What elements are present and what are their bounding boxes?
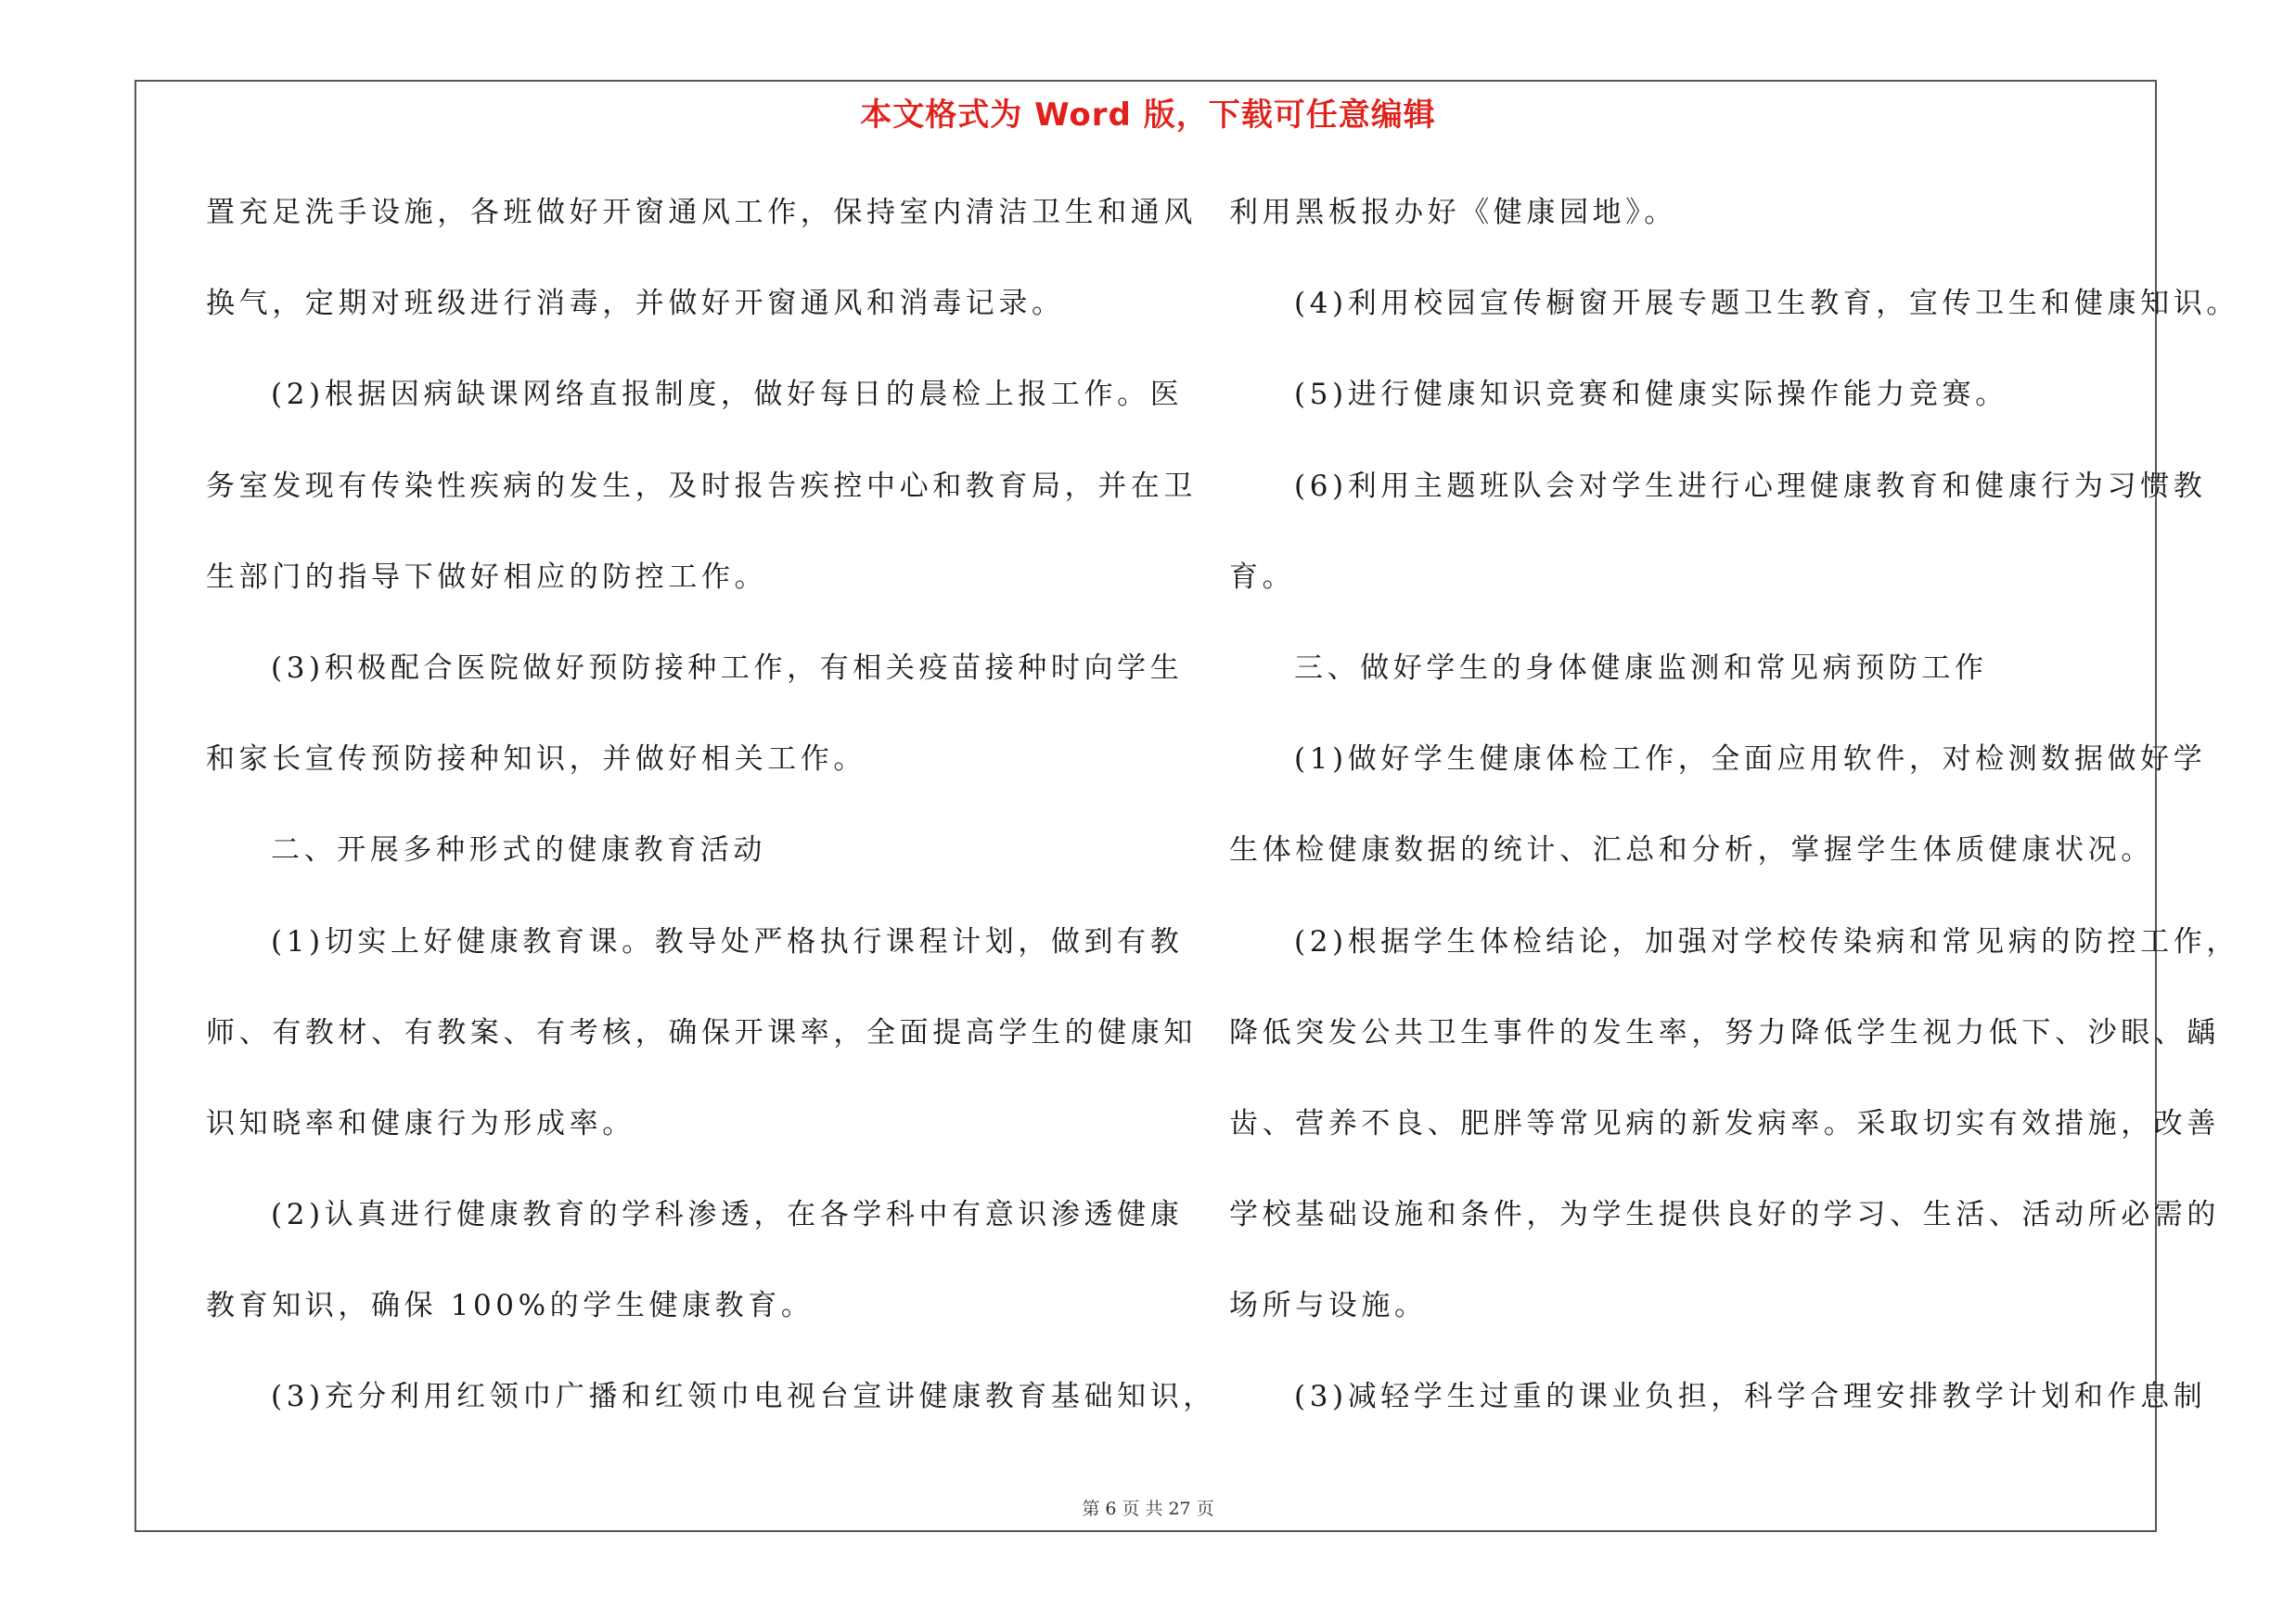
text-line: 三、做好学生的身体健康监测和常见病预防工作	[1294, 650, 1988, 685]
footer-middle: 页 共	[1122, 1499, 1163, 1519]
text-line: (1)切实上好健康教育课。教导处严格执行课程计划，做到有教	[271, 924, 1184, 959]
text-line: (3)积极配合医院做好预防接种工作，有相关疫苗接种时向学生	[271, 650, 1184, 685]
text-line: 置充足洗手设施，各班做好开窗通风工作，保持室内清洁卫生和通风	[206, 196, 1197, 229]
text-line: 务室发现有传染性疾病的发生，及时报告疾控中心和教育局，并在卫	[206, 469, 1197, 503]
text-line: (5)进行健康知识竞赛和健康实际操作能力竞赛。	[1294, 378, 2008, 412]
text-line: (2)根据因病缺课网络直报制度，做好每日的晨检上报工作。医	[271, 378, 1184, 412]
current-page-number: 6	[1105, 1499, 1117, 1519]
text-line: 师、有教材、有教案、有考核，确保开课率，全面提高学生的健康知	[206, 1015, 1197, 1050]
text-line: (1)做好学生健康体检工作，全面应用软件，对检测数据做好学	[1294, 742, 2207, 777]
text-line: 学校基础设施和条件，为学生提供良好的学习、生活、活动所必需的	[1229, 1198, 2220, 1232]
text-line: 育。	[1229, 560, 1296, 594]
text-line: 和家长宣传预防接种知识，并做好相关工作。	[206, 742, 866, 777]
text-line: (4)利用校园宣传橱窗开展专题卫生教育，宣传卫生和健康知识。	[1294, 287, 2239, 321]
text-line: (3)减轻学生过重的课业负担，科学合理安排教学计划和作息制	[1294, 1380, 2207, 1414]
text-line: 二、开展多种形式的健康教育活动	[271, 833, 766, 868]
text-line: 齿、营养不良、肥胖等常见病的新发病率。采取切实有效措施，改善	[1229, 1106, 2220, 1140]
page-number-footer	[0, 1495, 2296, 1520]
text-line: 场所与设施。	[1229, 1289, 1428, 1323]
text-line: 生部门的指导下做好相应的防控工作。	[206, 560, 768, 594]
text-line: 利用黑板报办好《健康园地》。	[1229, 196, 1677, 229]
text-line: 识知晓率和健康行为形成率。	[206, 1106, 635, 1140]
left-text-column	[206, 182, 1216, 1458]
page-header-banner: 本文格式为 Word 版，下载可任意编辑	[860, 97, 1436, 134]
text-line: 生体检健康数据的统计、汇总和分析，掌握学生体质健康状况。	[1229, 833, 2154, 868]
text-line: 换气，定期对班级进行消毒，并做好开窗通风和消毒记录。	[206, 287, 1065, 321]
total-page-count: 27	[1168, 1499, 1191, 1519]
footer-suffix: 页	[1196, 1499, 1214, 1519]
text-line: (6)利用主题班队会对学生进行心理健康教育和健康行为习惯教	[1294, 469, 2207, 503]
footer-prefix: 第	[1082, 1499, 1100, 1519]
text-line: (3)充分利用红领巾广播和红领巾电视台宣讲健康教育基础知识，	[271, 1380, 1216, 1414]
text-line: (2)根据学生体检结论，加强对学校传染病和常见病的防控工作，	[1294, 924, 2239, 959]
right-text-column	[1229, 182, 2239, 1458]
text-line: (2)认真进行健康教育的学科渗透，在各学科中有意识渗透健康	[271, 1198, 1184, 1232]
text-line: 教育知识，确保 100%的学生健康教育。	[206, 1289, 815, 1323]
text-line: 降低突发公共卫生事件的发生率，努力降低学生视力低下、沙眼、龋	[1229, 1015, 2220, 1050]
